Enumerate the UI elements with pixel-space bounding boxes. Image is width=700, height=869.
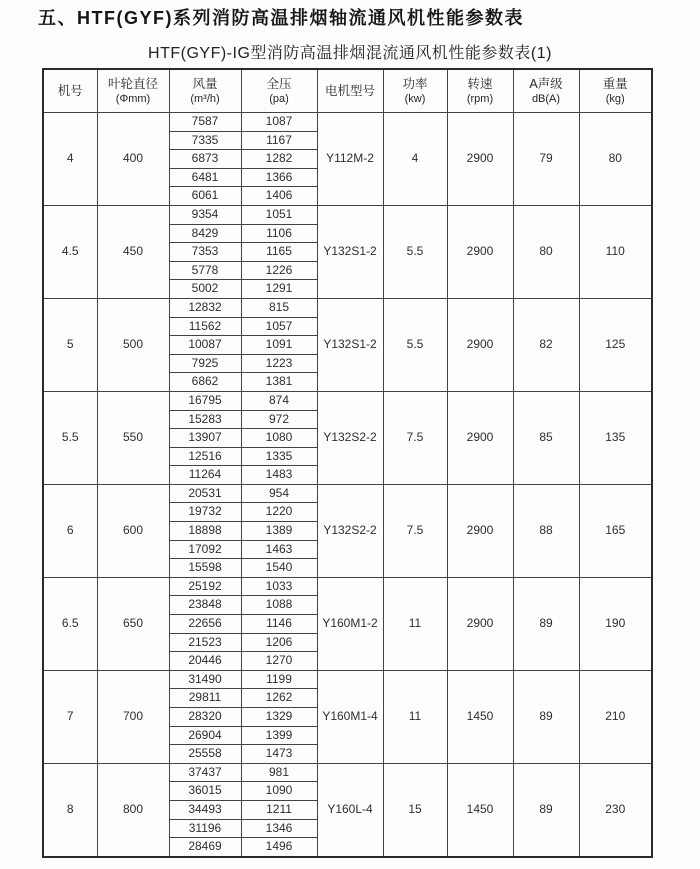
cell-air-flow: 15283	[169, 410, 241, 429]
table-row	[43, 577, 652, 596]
col-header-label: 转速	[467, 76, 493, 91]
fan-performance-table	[42, 68, 653, 858]
cell-total-pressure: 1080	[241, 429, 317, 448]
cell-speed: 1450	[447, 670, 513, 763]
cell-power: 15	[383, 763, 447, 856]
cell-power: 11	[383, 577, 447, 670]
cell-air-flow: 12832	[169, 298, 241, 317]
cell-power: 4	[383, 113, 447, 206]
col-header-unit: (rpm)	[466, 92, 494, 105]
cell-impeller-diameter: 600	[97, 484, 169, 577]
table-row	[43, 391, 652, 410]
col-header-weight	[579, 69, 652, 113]
cell-noise-level: 82	[513, 298, 579, 391]
cell-total-pressure: 1033	[241, 577, 317, 596]
cell-total-pressure: 1199	[241, 670, 317, 689]
cell-model-no: 6.5	[43, 577, 97, 670]
table-row	[43, 298, 652, 317]
col-header-label: 叶轮直径	[107, 76, 158, 91]
cell-air-flow: 9354	[169, 205, 241, 224]
cell-air-flow: 19732	[169, 503, 241, 522]
col-header-noise-level	[513, 69, 579, 113]
table-row	[43, 113, 652, 132]
table-body	[43, 113, 652, 857]
table-row	[43, 763, 652, 782]
table-caption: HTF(GYF)-IG型消防高温排烟混流通风机性能参数表(1)	[148, 45, 552, 62]
cell-air-flow: 13907	[169, 429, 241, 448]
cell-noise-level: 89	[513, 577, 579, 670]
cell-noise-level: 88	[513, 484, 579, 577]
col-header-unit: (kw)	[404, 92, 426, 105]
cell-total-pressure: 1262	[241, 689, 317, 708]
cell-total-pressure: 1091	[241, 336, 317, 355]
cell-weight: 230	[579, 763, 652, 856]
cell-total-pressure: 1483	[241, 466, 317, 485]
cell-weight: 165	[579, 484, 652, 577]
cell-air-flow: 36015	[169, 782, 241, 801]
cell-model-no: 6	[43, 484, 97, 577]
cell-air-flow: 8429	[169, 224, 241, 243]
cell-speed: 2900	[447, 391, 513, 484]
col-header-air-flow	[169, 69, 241, 113]
cell-air-flow: 25192	[169, 577, 241, 596]
cell-air-flow: 25558	[169, 745, 241, 764]
cell-speed: 2900	[447, 205, 513, 298]
cell-air-flow: 29811	[169, 689, 241, 708]
cell-air-flow: 11562	[169, 317, 241, 336]
table-row	[43, 484, 652, 503]
cell-total-pressure: 1399	[241, 726, 317, 745]
cell-model-no: 8	[43, 763, 97, 856]
cell-total-pressure: 972	[241, 410, 317, 429]
cell-air-flow: 15598	[169, 559, 241, 578]
cell-air-flow: 26904	[169, 726, 241, 745]
cell-total-pressure: 1496	[241, 838, 317, 857]
table-header	[43, 69, 652, 113]
cell-model-no: 5	[43, 298, 97, 391]
col-header-impeller-diameter	[97, 69, 169, 113]
cell-power: 5.5	[383, 298, 447, 391]
cell-total-pressure: 1291	[241, 280, 317, 299]
cell-total-pressure: 1406	[241, 187, 317, 206]
cell-speed: 2900	[447, 113, 513, 206]
cell-air-flow: 6873	[169, 150, 241, 169]
cell-total-pressure: 1223	[241, 354, 317, 373]
col-header-unit: (Φmm)	[115, 92, 151, 105]
cell-total-pressure: 1165	[241, 243, 317, 262]
cell-total-pressure: 1463	[241, 540, 317, 559]
cell-motor-model: Y112M-2	[317, 113, 383, 206]
cell-total-pressure: 1146	[241, 615, 317, 634]
cell-speed: 1450	[447, 763, 513, 856]
cell-air-flow: 5778	[169, 261, 241, 280]
cell-total-pressure: 1057	[241, 317, 317, 336]
col-header-model-no	[43, 69, 97, 113]
cell-total-pressure: 1381	[241, 373, 317, 392]
cell-motor-model: Y132S2-2	[317, 391, 383, 484]
cell-total-pressure: 1270	[241, 652, 317, 671]
cell-air-flow: 20531	[169, 484, 241, 503]
cell-total-pressure: 1206	[241, 633, 317, 652]
cell-speed: 2900	[447, 484, 513, 577]
cell-total-pressure: 1346	[241, 819, 317, 838]
col-header-unit: (kg)	[605, 92, 625, 105]
col-header-label: 风量	[192, 76, 218, 91]
cell-total-pressure: 1540	[241, 559, 317, 578]
cell-weight: 190	[579, 577, 652, 670]
cell-noise-level: 80	[513, 205, 579, 298]
cell-total-pressure: 1087	[241, 113, 317, 132]
cell-motor-model: Y160L-4	[317, 763, 383, 856]
cell-air-flow: 6061	[169, 187, 241, 206]
col-header-label: 重量	[602, 76, 628, 91]
cell-impeller-diameter: 400	[97, 113, 169, 206]
cell-air-flow: 17092	[169, 540, 241, 559]
cell-air-flow: 31490	[169, 670, 241, 689]
cell-air-flow: 22656	[169, 615, 241, 634]
cell-total-pressure: 1220	[241, 503, 317, 522]
cell-model-no: 7	[43, 670, 97, 763]
cell-noise-level: 79	[513, 113, 579, 206]
cell-air-flow: 28469	[169, 838, 241, 857]
header-row	[43, 69, 652, 113]
cell-motor-model: Y160M1-2	[317, 577, 383, 670]
cell-total-pressure: 1282	[241, 150, 317, 169]
cell-power: 7.5	[383, 484, 447, 577]
cell-noise-level: 89	[513, 763, 579, 856]
page-title: 五、HTF(GYF)系列消防高温排烟轴流通风机性能参数表	[38, 8, 524, 28]
cell-air-flow: 37437	[169, 763, 241, 782]
cell-model-no: 4	[43, 113, 97, 206]
cell-weight: 210	[579, 670, 652, 763]
cell-power: 5.5	[383, 205, 447, 298]
cell-air-flow: 34493	[169, 800, 241, 819]
cell-noise-level: 85	[513, 391, 579, 484]
cell-air-flow: 7587	[169, 113, 241, 132]
cell-impeller-diameter: 800	[97, 763, 169, 856]
col-header-label: A声级	[529, 76, 563, 91]
cell-model-no: 4.5	[43, 205, 97, 298]
cell-air-flow: 10087	[169, 336, 241, 355]
cell-air-flow: 7353	[169, 243, 241, 262]
cell-motor-model: Y160M1-4	[317, 670, 383, 763]
cell-total-pressure: 874	[241, 391, 317, 410]
cell-total-pressure: 1088	[241, 596, 317, 615]
cell-power: 7.5	[383, 391, 447, 484]
cell-total-pressure: 1211	[241, 800, 317, 819]
cell-air-flow: 28320	[169, 708, 241, 727]
cell-total-pressure: 1329	[241, 708, 317, 727]
cell-total-pressure: 981	[241, 763, 317, 782]
cell-air-flow: 20446	[169, 652, 241, 671]
cell-speed: 2900	[447, 298, 513, 391]
cell-air-flow: 11264	[169, 466, 241, 485]
cell-total-pressure: 815	[241, 298, 317, 317]
cell-air-flow: 31196	[169, 819, 241, 838]
cell-motor-model: Y132S2-2	[317, 484, 383, 577]
cell-total-pressure: 1051	[241, 205, 317, 224]
cell-air-flow: 18898	[169, 522, 241, 541]
col-header-power	[383, 69, 447, 113]
cell-model-no: 5.5	[43, 391, 97, 484]
cell-impeller-diameter: 500	[97, 298, 169, 391]
cell-power: 11	[383, 670, 447, 763]
cell-total-pressure: 1366	[241, 168, 317, 187]
col-header-label: 全压	[266, 76, 292, 91]
table-row	[43, 205, 652, 224]
cell-air-flow: 6481	[169, 168, 241, 187]
cell-air-flow: 5002	[169, 280, 241, 299]
cell-air-flow: 7335	[169, 131, 241, 150]
cell-total-pressure: 1090	[241, 782, 317, 801]
cell-impeller-diameter: 450	[97, 205, 169, 298]
cell-total-pressure: 1106	[241, 224, 317, 243]
cell-noise-level: 89	[513, 670, 579, 763]
cell-total-pressure: 1226	[241, 261, 317, 280]
col-header-unit: (m³/h)	[190, 92, 220, 105]
table-row	[43, 670, 652, 689]
col-header-label: 功率	[402, 76, 428, 91]
cell-air-flow: 12516	[169, 447, 241, 466]
cell-total-pressure: 954	[241, 484, 317, 503]
cell-speed: 2900	[447, 577, 513, 670]
cell-impeller-diameter: 550	[97, 391, 169, 484]
cell-total-pressure: 1389	[241, 522, 317, 541]
cell-weight: 110	[579, 205, 652, 298]
cell-impeller-diameter: 650	[97, 577, 169, 670]
col-header-motor-model	[317, 69, 383, 113]
cell-air-flow: 6862	[169, 373, 241, 392]
cell-air-flow: 16795	[169, 391, 241, 410]
cell-motor-model: Y132S1-2	[317, 205, 383, 298]
cell-air-flow: 23848	[169, 596, 241, 615]
cell-total-pressure: 1335	[241, 447, 317, 466]
col-header-unit: (pa)	[269, 92, 289, 105]
cell-weight: 125	[579, 298, 652, 391]
cell-motor-model: Y132S1-2	[317, 298, 383, 391]
cell-air-flow: 21523	[169, 633, 241, 652]
cell-impeller-diameter: 700	[97, 670, 169, 763]
cell-total-pressure: 1167	[241, 131, 317, 150]
cell-air-flow: 7925	[169, 354, 241, 373]
cell-weight: 135	[579, 391, 652, 484]
col-header-speed	[447, 69, 513, 113]
col-header-total-pressure	[241, 69, 317, 113]
col-header-unit: dB(A)	[531, 92, 561, 105]
cell-total-pressure: 1473	[241, 745, 317, 764]
col-header-label: 机号	[57, 83, 83, 98]
cell-weight: 80	[579, 113, 652, 206]
col-header-label: 电机型号	[324, 83, 375, 98]
